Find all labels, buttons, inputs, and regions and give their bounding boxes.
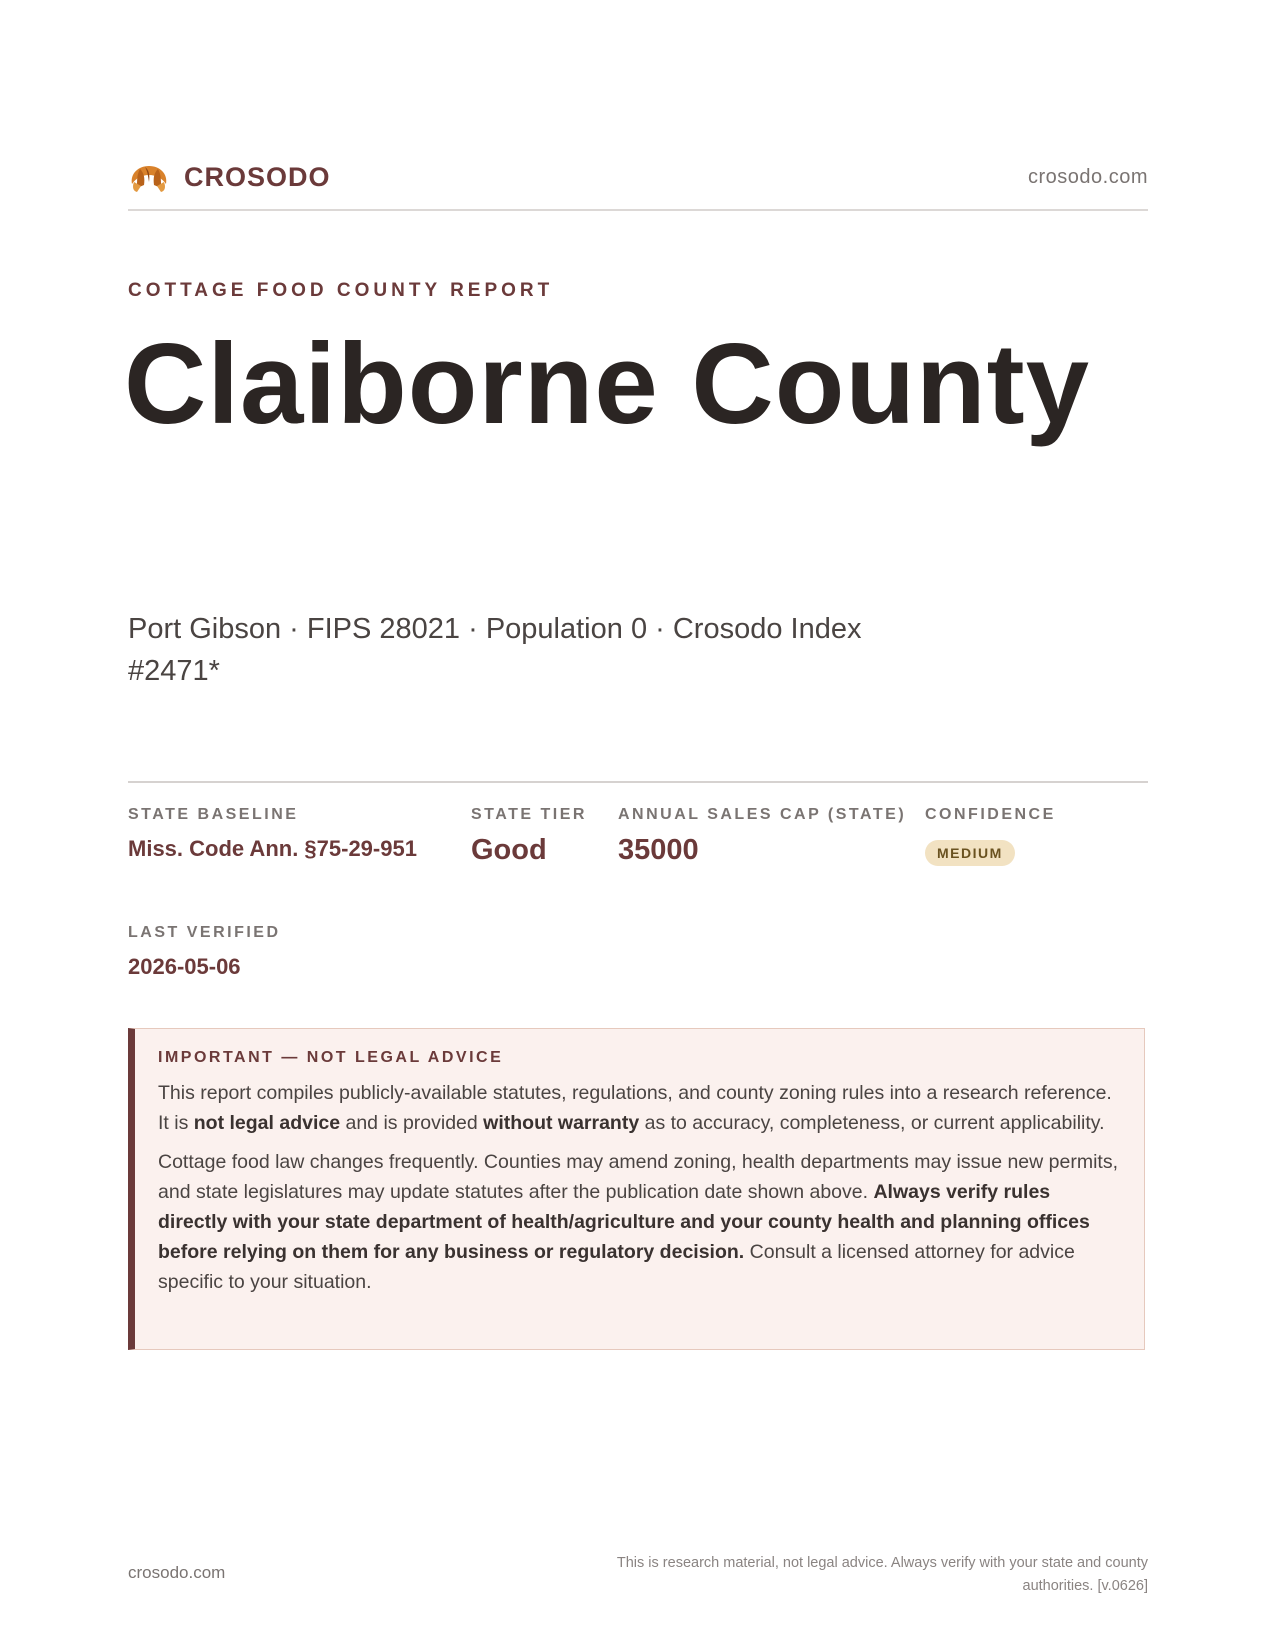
- page-header: [128, 156, 1148, 196]
- notice-paragraph: [158, 1078, 1120, 1138]
- notice-text: Consult a licensed attorney for advice specific to your situation.: [158, 1241, 1075, 1293]
- notice-emphasis: without warranty: [483, 1112, 640, 1134]
- fact-label: ANNUAL SALES CAP (STATE): [618, 806, 907, 823]
- croissant-icon: [128, 160, 170, 196]
- fact-label: STATE TIER: [471, 806, 587, 823]
- header-divider: [128, 209, 1148, 211]
- legal-notice: [128, 1028, 1145, 1350]
- notice-text: and is provided: [340, 1112, 484, 1134]
- brand-name: CROSODO: [184, 162, 331, 192]
- fact-value: 35000: [618, 834, 699, 866]
- report-subtitle: Port Gibson · FIPS 28021 · Population 0 · Crosodo Index #2471*: [128, 613, 862, 687]
- fact-state-tier: [471, 806, 587, 867]
- notice-emphasis: not legal advice: [193, 1112, 341, 1134]
- site-url[interactable]: crosodo.com: [1028, 166, 1148, 188]
- fact-sales-cap: [618, 806, 906, 867]
- report-eyebrow: COTTAGE FOOD COUNTY REPORT: [128, 280, 554, 301]
- fact-label: STATE BASELINE: [128, 806, 299, 823]
- fact-value: Good: [471, 834, 547, 866]
- fact-last-verified: [128, 924, 281, 980]
- section-divider: [128, 781, 1148, 783]
- notice-text: This report compiles publicly-available statutes, regulations, and county zoning rules into a research reference. It is: [158, 1082, 1112, 1134]
- notice-paragraph: [158, 1147, 1120, 1297]
- notice-emphasis: Always verify rules directly with your state department of health/agriculture and your county health and planning offices before relying on them for any business or regulatory decision.: [158, 1181, 1090, 1263]
- status-badge: MEDIUM: [925, 840, 1015, 866]
- notice-text: Cottage food law changes frequently. Counties may amend zoning, health departments may issue new permits, and state legislatures may update statutes after the publication date shown above.: [158, 1151, 1118, 1203]
- fact-value: Miss. Code Ann. §75-29-951: [128, 836, 417, 861]
- fact-confidence: [925, 806, 1056, 866]
- report-page: [124, 0, 1148, 1650]
- footer-disclaimer: This is research material, not legal advice. Always verify with your state and county authorities. [v.0626]: [616, 1555, 1148, 1594]
- page-title: Claiborne County: [124, 321, 1091, 448]
- footer-site[interactable]: crosodo.com: [128, 1563, 226, 1582]
- notice-text: as to accuracy, completeness, or current applicability.: [639, 1112, 1105, 1134]
- fact-value: 2026-05-06: [128, 954, 241, 979]
- fact-label: LAST VERIFIED: [128, 924, 281, 941]
- fact-label: CONFIDENCE: [925, 806, 1056, 823]
- notice-title: IMPORTANT — NOT LEGAL ADVICE: [158, 1049, 504, 1066]
- fact-state-baseline: [128, 806, 417, 862]
